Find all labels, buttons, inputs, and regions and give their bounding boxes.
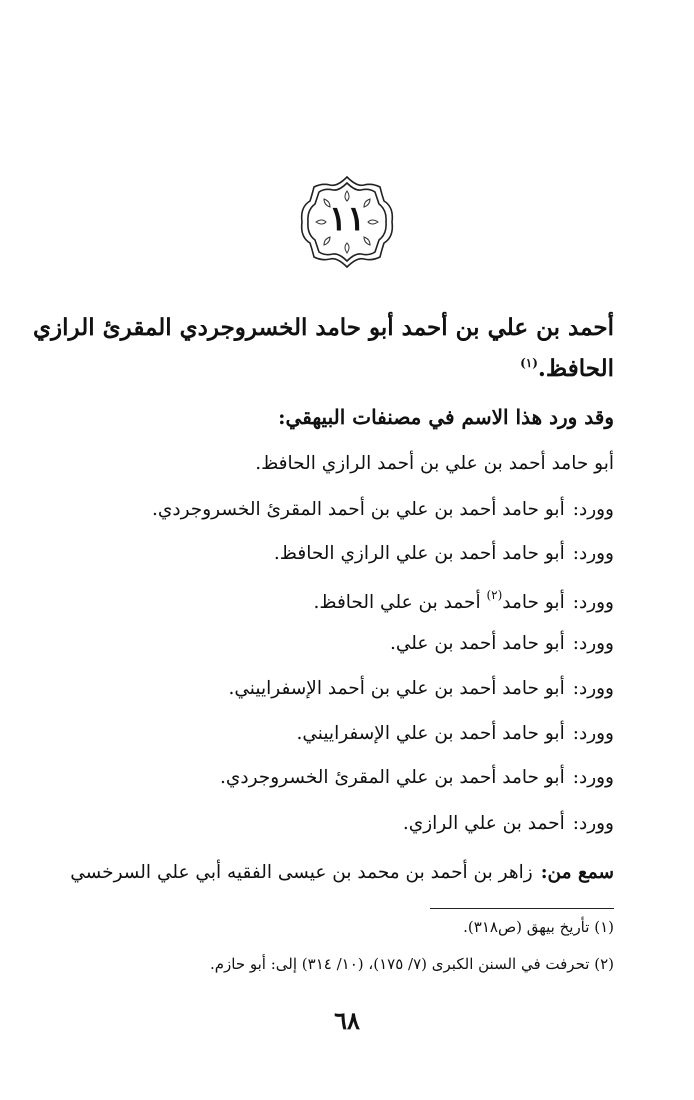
variant-line xyxy=(54,678,614,699)
footnote-number: (١) xyxy=(594,918,614,936)
footnote-ref-1: (١) xyxy=(520,356,538,370)
footnote-text: تحرفت في السنن الكبرى (٧/ ١٧٥)، (١٠/ ٣١٤) إلى: أبو حازم. xyxy=(209,955,590,973)
heard-from-label: سمع من: xyxy=(540,862,614,883)
variant-text: أبو حامد أحمد بن علي الإسفراييني. xyxy=(296,723,565,744)
variant-label: وورد: xyxy=(572,813,614,834)
page-number: ٦٨ xyxy=(334,1006,360,1035)
variant-label: وورد: xyxy=(572,543,614,564)
intro-line: وقد ورد هذا الاسم في مصنفات البيهقي: xyxy=(278,405,614,429)
variant-line xyxy=(54,499,614,520)
entry-title-continued xyxy=(54,355,614,382)
variant-text: أبو حامد أحمد بن علي بن أحمد الإسفراييني. xyxy=(228,678,565,699)
variant-label: وورد: xyxy=(572,499,614,520)
footnote-divider xyxy=(430,908,614,909)
heard-from-line xyxy=(54,862,614,883)
variant-label: وورد: xyxy=(572,723,614,744)
footnote-ref-2: (٢) xyxy=(486,588,503,602)
variant-text: أبو حامد أحمد بن علي الرازي الحافظ. xyxy=(273,543,565,564)
footnote xyxy=(54,955,614,973)
variant-line xyxy=(54,543,614,564)
entry-number: ١١ xyxy=(328,199,366,239)
variant-text: أحمد بن علي الرازي. xyxy=(402,813,565,834)
entry-title: أحمد بن علي بن أحمد أبو حامد الخسروجردي المقرئ الرازي xyxy=(33,314,614,341)
variant-label: وورد: xyxy=(572,592,614,613)
variant-line xyxy=(54,767,614,788)
variant-line xyxy=(54,633,614,654)
heard-from-text: زاهر بن أحمد بن محمد بن عيسى الفقيه أبي علي السرخسي xyxy=(70,862,533,883)
variant-text-after-note: أحمد بن علي الحافظ. xyxy=(313,592,487,613)
variant-label: وورد: xyxy=(572,633,614,654)
variant-line xyxy=(54,588,614,613)
main-form: أبو حامد أحمد بن علي بن أحمد الرازي الحافظ. xyxy=(255,453,614,474)
variant-text: أبو حامد أحمد بن علي. xyxy=(389,633,565,654)
entry-title-end: الحافظ. xyxy=(537,355,614,382)
variant-text-before-note: أبو حامد xyxy=(502,592,565,613)
variant-text: أبو حامد أحمد بن علي بن أحمد المقرئ الخسروجردي. xyxy=(152,499,565,520)
variant-text: أبو حامد أحمد بن علي المقرئ الخسروجردي. xyxy=(219,767,565,788)
footnote xyxy=(54,918,614,936)
variant-label: وورد: xyxy=(572,767,614,788)
entry-number-ornament xyxy=(294,173,400,271)
footnote-number: (٢) xyxy=(594,955,614,973)
variant-label: وورد: xyxy=(572,678,614,699)
variant-line xyxy=(54,723,614,744)
variant-line xyxy=(54,813,614,834)
footnote-text: تأريخ بيهق (ص٣١٨). xyxy=(463,918,590,936)
